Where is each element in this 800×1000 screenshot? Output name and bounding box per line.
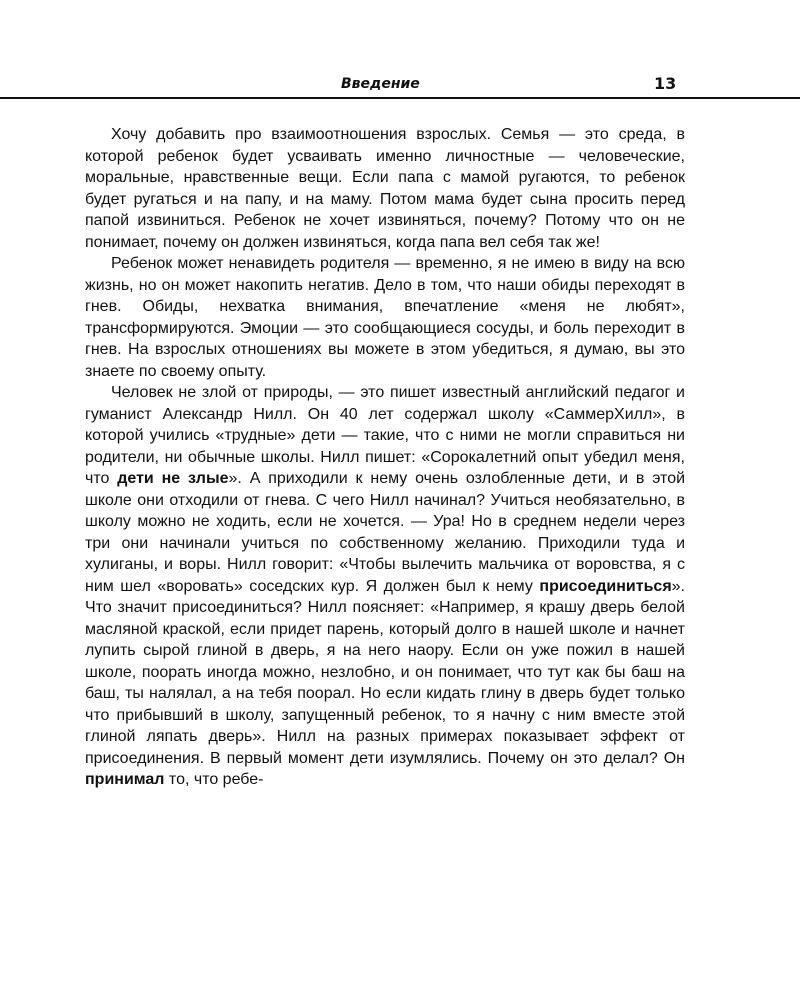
text-segment: Человек не злой от природы, — это пишет известный английский педагог и гуманист Александр Нилл. Он 40 лет содержал школу «СаммерХилл», в которой учились «трудные» дети — такие, что с ними не могли справиться ни родители, ни обычные школы. Нилл пишет: «Сорокалетний опыт убедил меня, что bbox=[85, 384, 685, 487]
header-rule bbox=[0, 97, 800, 99]
running-title: Введение bbox=[341, 76, 420, 92]
text-segment: ». А приходили к нему очень озлобленные дети, и в этой школе они отходили от гнева. С чего Нилл начинал? Учиться необязательно, в школу можно не ходить, если не хочется. — Ура! Но в среднем недели через три они начинали учиться по собственному желанию. Приходили туда и хулиганы, и воры. Нилл говорит: «Чтобы вылечить мальчика от воровства, я с ним шел «воровать» соседских кур. Я должен был к нему bbox=[85, 470, 686, 595]
paragraph-2 bbox=[85, 253, 685, 382]
running-header bbox=[0, 76, 800, 98]
bold-phrase: присоединиться bbox=[539, 577, 672, 595]
paragraph-3 bbox=[85, 382, 685, 791]
bold-phrase: дети не злые bbox=[117, 470, 229, 487]
text-segment: Хочу добавить про взаимоотношения взрослых. Семья — это среда, в которой ребенок будет усваивать именно личностные — человеческие, моральные, нравственные вещи. Если папа с мамой ругаются, то ребенок будет ругаться и на папу, и на маму. Потом мама будет сына просить перед папой извиниться. Ребенок не хочет извиняться, почему? Потому что он не понимает, почему он должен извиняться, когда папа вел себя так же! bbox=[85, 126, 685, 251]
text-segment: ». Что значит присоединиться? Нилл поясняет: «Например, я крашу дверь белой масляной краской, если придет парень, который долго в нашей школе и начнет лупить сырой глиной в дверь, я на него наору. Если он уже пожил в нашей школе, поорать иногда можно, незлобно, и он понимает, что тут как бы баш на баш, ты налялал, а на тебя поорал. Но если кидать глину в дверь будет только что прибывший в школу, запущенный ребенок, то я начну с ним вместе этой глиной ляпать дверь». Нилл на разных примерах показывает эффект от присоединения. В первый момент дети изумлялись. Почему он это делал? Он bbox=[85, 577, 685, 767]
paragraph-1 bbox=[85, 124, 685, 253]
text-segment: то, что ребе- bbox=[164, 771, 264, 788]
bold-phrase: принимал bbox=[85, 771, 165, 788]
body-text bbox=[85, 124, 685, 791]
text-segment: Ребенок может ненавидеть родителя — временно, я не имею в виду на всю жизнь, но он может накопить негатив. Дело в том, что наши обиды переходят в гнев. Обиды, нехватка внимания, впечатление «меня не любят», трансформируются. Эмоции — это сообщающиеся сосуды, и боль переходит в гнев. На взрослых отношениях вы можете в этом убедиться, я думаю, вы это знаете по своему опыту. bbox=[85, 255, 685, 380]
page-number: 13 bbox=[654, 74, 677, 93]
